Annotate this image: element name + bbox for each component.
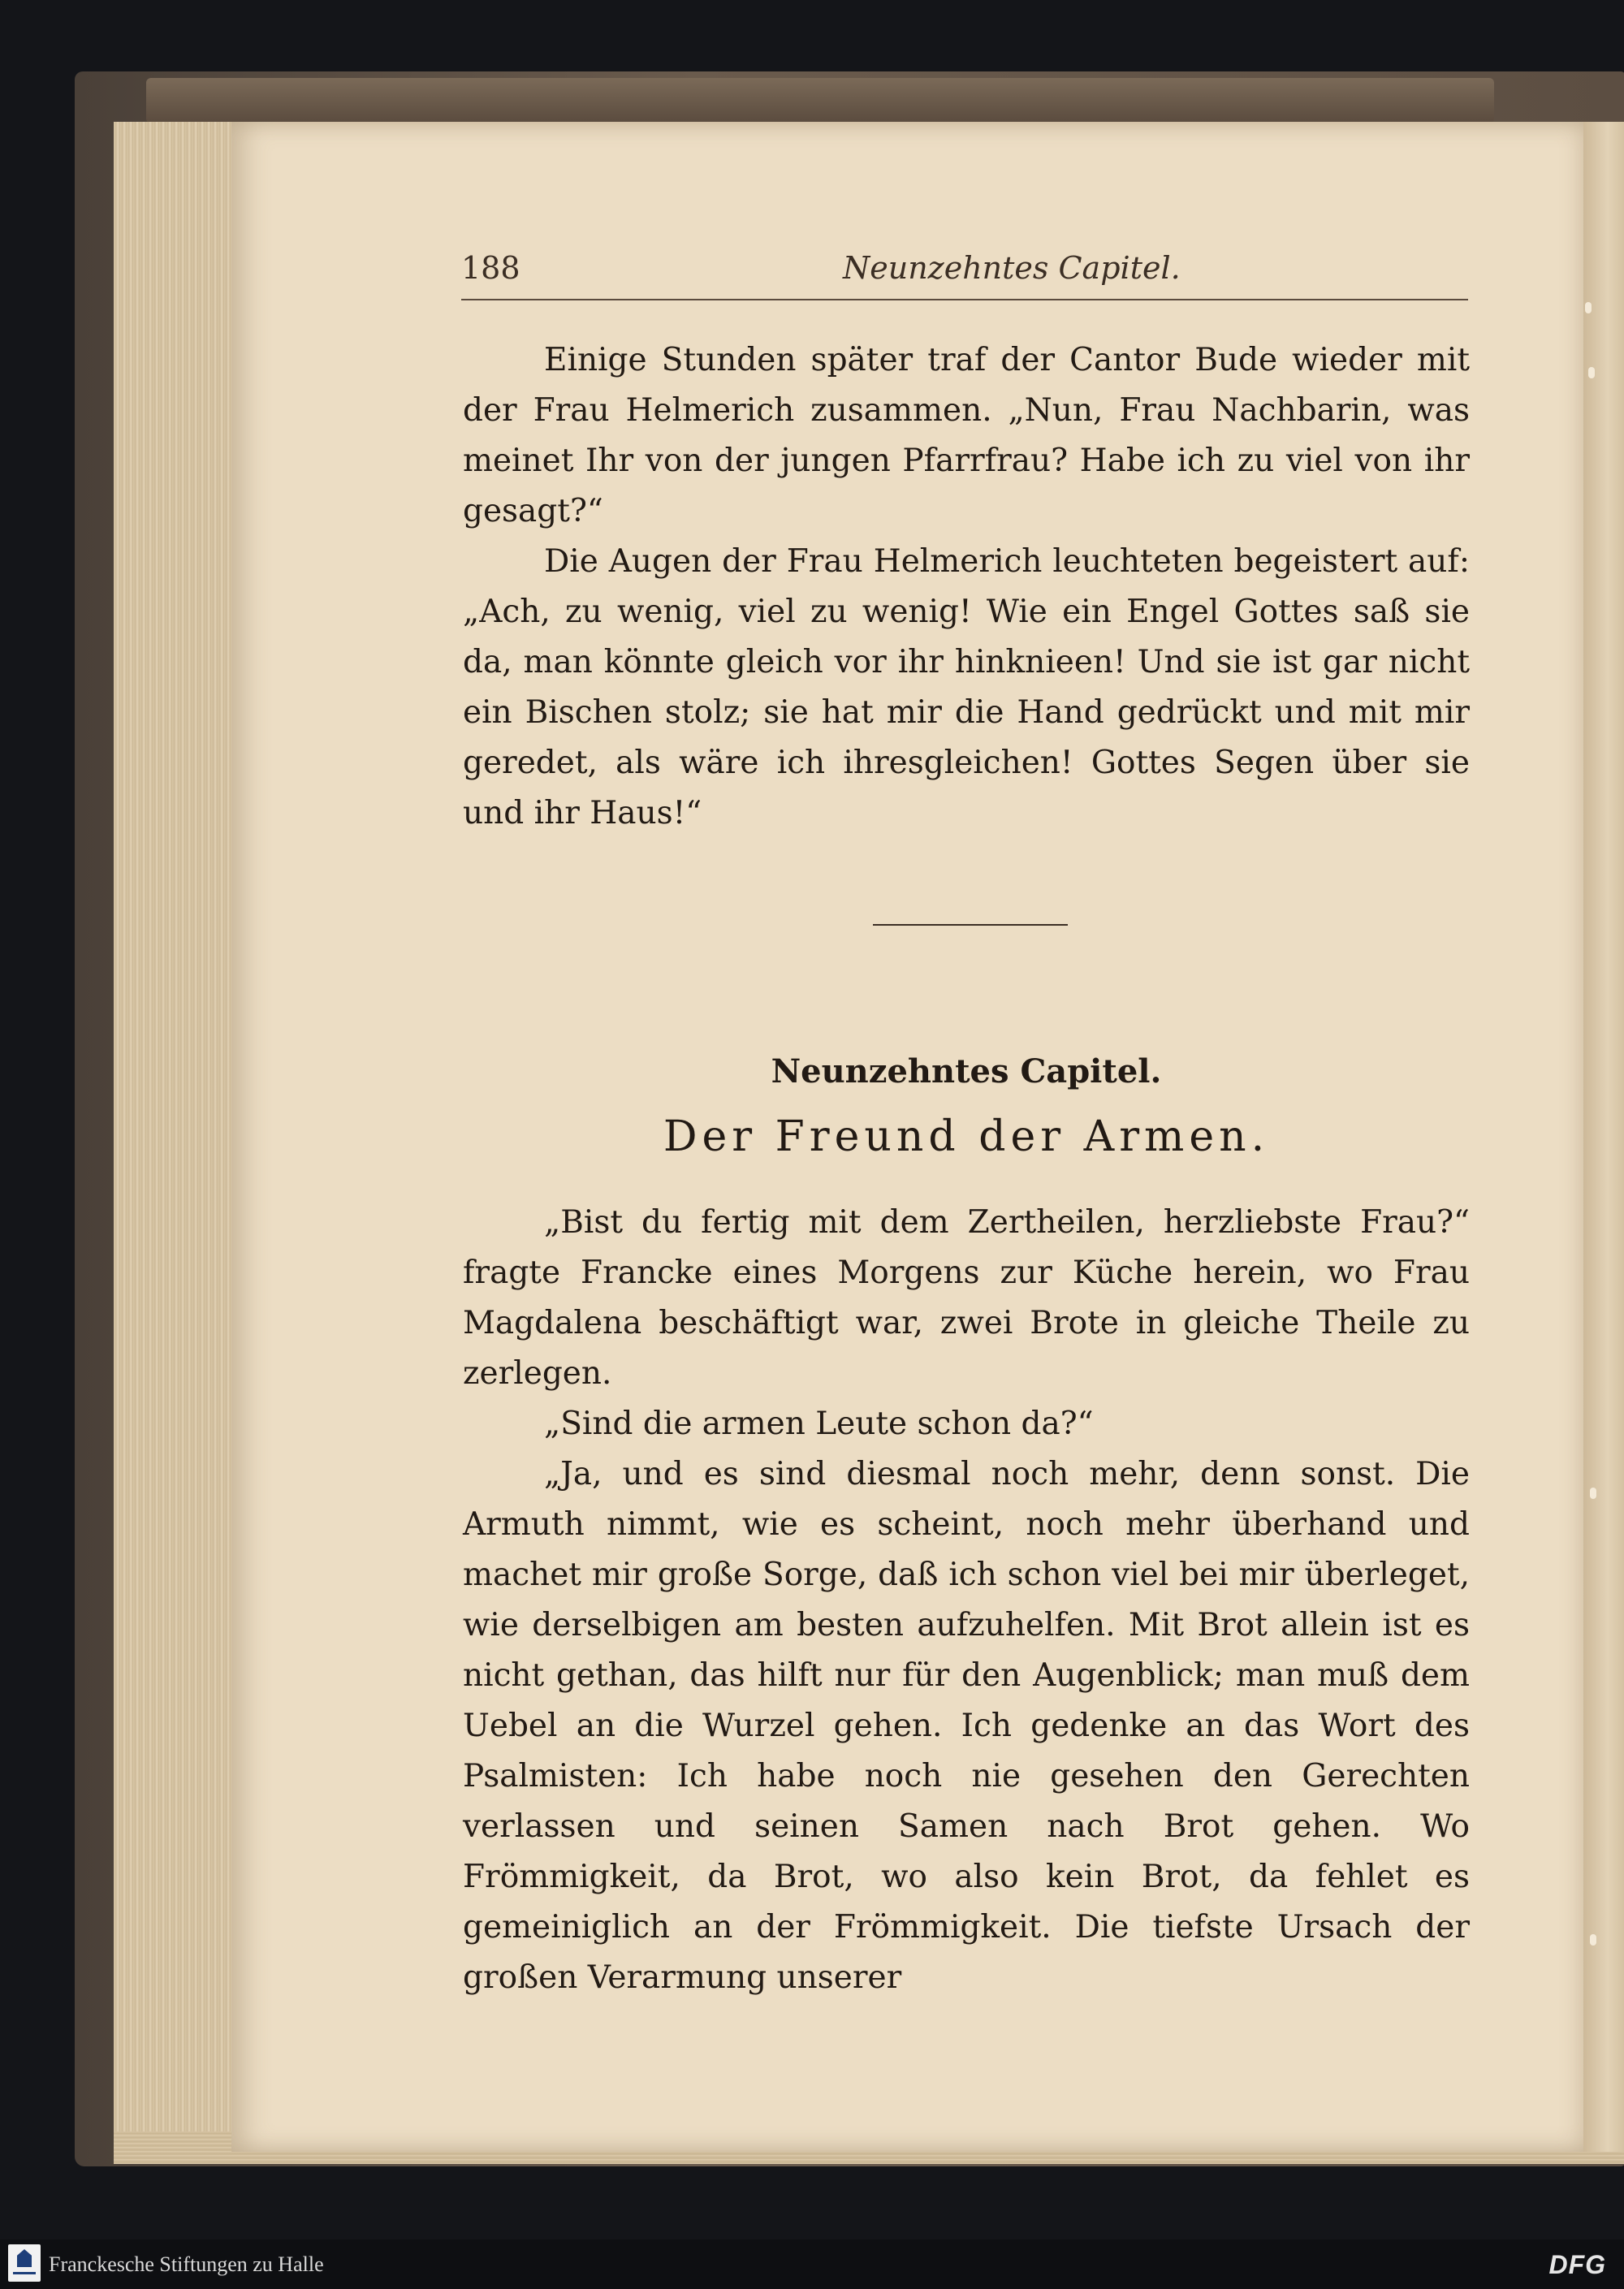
- paragraph: „Bist du fertig mit dem Zertheilen, herzliebste Frau?“ fragte Francke eines Morgens zur Küche herein, wo Frau Magdalena beschäftigt war, zwei Brote in gleiche Theile zu zerlegen.: [463, 1204, 1470, 1392]
- section-divider: [873, 924, 1068, 926]
- punch-mark: [1590, 1488, 1596, 1499]
- dfg-logo[interactable]: DFG: [1548, 2250, 1606, 2279]
- chapter-label: Neunzehntes Capitel.: [771, 1052, 1162, 1091]
- page-number: 188: [461, 250, 520, 286]
- chapter-title: Der Freund der Armen.: [663, 1112, 1270, 1161]
- paragraph: „Ja, und es sind diesmal noch mehr, denn sonst. Die Armuth nimmt, wie es scheint, noch mehr überhand und machet mir große Sorge, daß ich schon viel bei mir überleget, wie derselbigen am besten aufzuhelfen. Mit Brot allein ist es nicht gethan, das hilft nur für den Augenblick; man muß dem Uebel an die Wurzel gehen. Ich gedenke an das Wort des Psalmisten: Ich habe noch nie gesehen den Gerechten verlassen und seinen Samen nach Brot gehen. Wo Frömmigkeit, da Brot, wo also kein Brot, da fehlet es gemeiniglich an der Frömmigkeit. Die tiefste Ursach der großen Verarmung unserer: [463, 1456, 1470, 1996]
- viewer-footer: [0, 2239, 1624, 2289]
- institution-name[interactable]: Franckesche Stiftungen zu Halle: [49, 2252, 324, 2276]
- text-block-lower: [463, 1198, 1470, 2003]
- book-spine-top: [146, 78, 1494, 123]
- punch-mark: [1585, 302, 1592, 313]
- header-rule: [461, 299, 1468, 300]
- paragraph: Die Augen der Frau Helmerich leuchteten begeistert auf: „Ach, zu wenig, viel zu wenig! Wie ein Engel Gottes saß sie da, man könnte gleich vor ihr hinknieen! Und sie ist gar nicht ein Bischen stolz; sie hat mir die Hand gedrückt und mit mir geredet, als wäre ich ihresgleichen! Gottes Segen über sie und ihr Haus!“: [463, 543, 1470, 831]
- text-block-upper: [463, 335, 1470, 839]
- running-head: [461, 244, 1468, 292]
- running-title: Neunzehntes Capitel.: [843, 250, 1181, 286]
- punch-mark: [1588, 367, 1595, 378]
- paragraph: „Sind die armen Leute schon da?“: [544, 1406, 1094, 1442]
- institution-logo-icon[interactable]: [8, 2244, 41, 2282]
- punch-mark: [1590, 1934, 1596, 1946]
- paragraph: Einige Stunden später traf der Cantor Bude wieder mit der Frau Helmerich zusammen. „Nun, Frau Nachbarin, was meinet Ihr von der jungen Pfarrfrau? Habe ich zu viel von ihr gesagt?“: [463, 342, 1470, 529]
- next-page-edge: [1583, 122, 1624, 2152]
